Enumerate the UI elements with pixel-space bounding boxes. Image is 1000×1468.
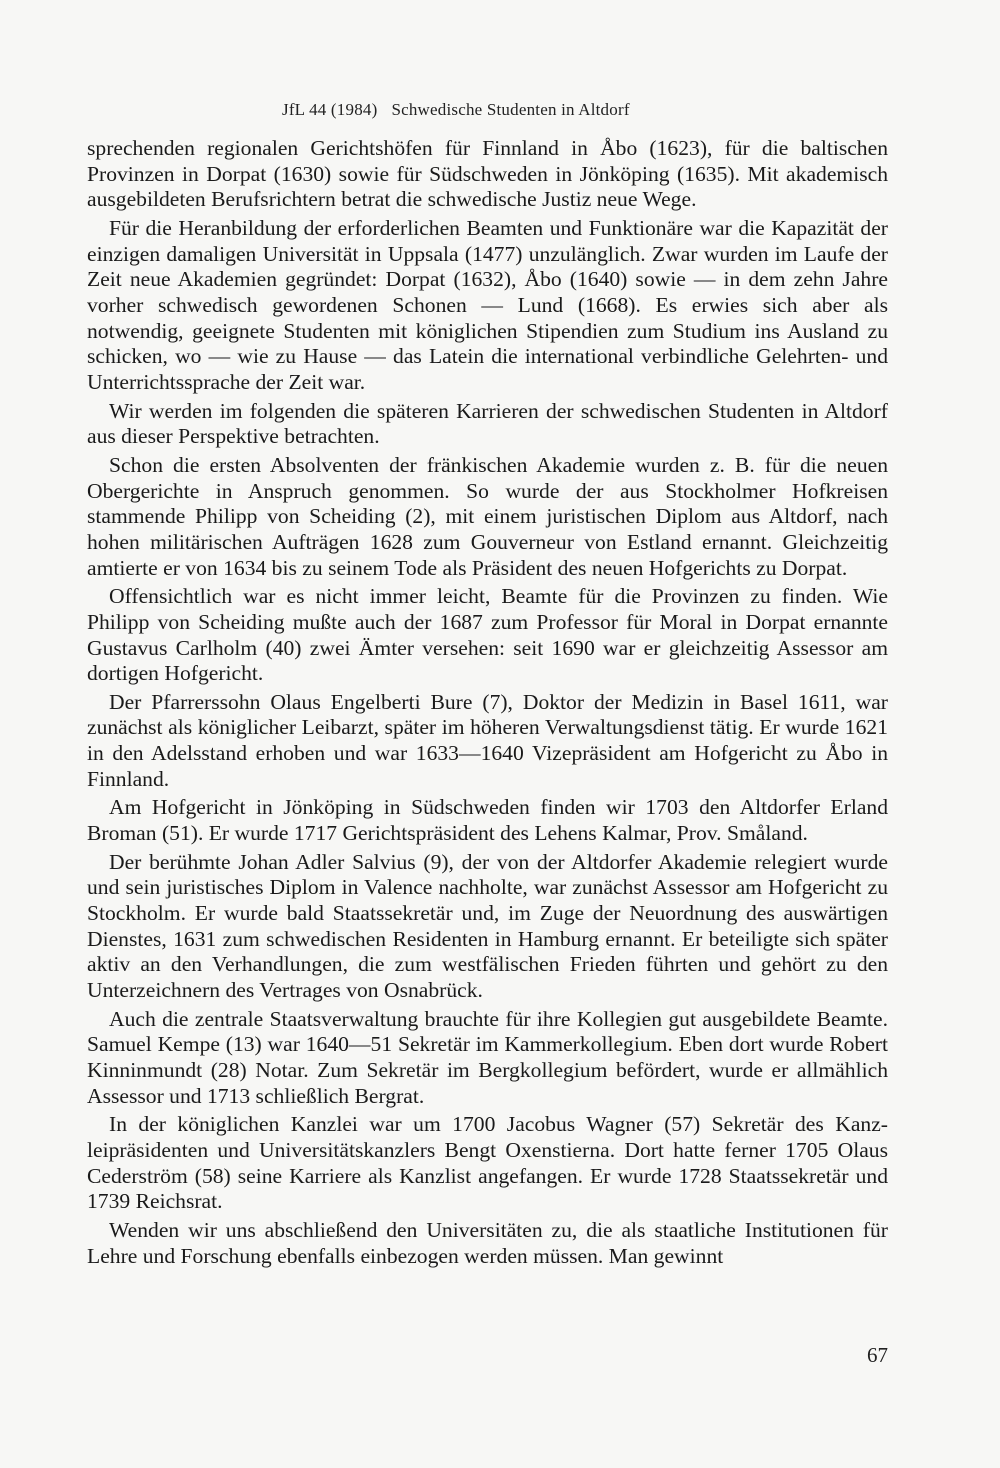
paragraph-4: Schon die ersten Absolventen der fränkischen Akademie wurden z. B. für die neuen Obergerichte in Anspruch genommen. So wurde der aus Stockholmer Hofkreisen stammende Philipp von Scheiding (2), mit einem juristischen Diplom aus Altdorf, nach hohen militärischen Aufträgen 1628 zum Gouverneur von Estland ernannt. Gleichzeitig amtierte er von 1634 bis zu seinem Tode als Präsident des neuen Hofgerichts zu Dorpat. xyxy=(87,452,888,580)
page-number: 67 xyxy=(867,1343,888,1367)
paragraph-1: sprechenden regionalen Gerichtshöfen für Finnland in Åbo (1623), für die baltischen Provinzen in Dorpat (1630) sowie für Südschweden in Jönköping (1635). Mit akademisch ausgebildeten Berufsrichtern betrat die schwedische Justiz neue Wege. xyxy=(87,136,888,212)
paragraph-6: Der Pfarrerssohn Olaus Engelberti Bure (7), Doktor der Medizin in Basel 1611, war zunächst als königlicher Leibarzt, später im höheren Verwaltungsdienst tätig. Er wurde 1621 in den Adelsstand erhoben und war 1633—1640 Vizepräsident am Hofgericht zu Åbo in Finnland. xyxy=(87,689,888,791)
article-title: Schwedische Studenten in Altdorf xyxy=(391,100,630,119)
paragraph-11: Wenden wir uns abschließend den Universitäten zu, die als staatliche Institutionen für Lehre und Forschung ebenfalls einbezogen werden müssen. Man gewinnt xyxy=(87,1217,888,1268)
paragraph-7: Am Hofgericht in Jönköping in Südschweden finden wir 1703 den Altdorfer Erland Broman (51). Er wurde 1717 Gerichtspräsident des Lehens Kalmar, Prov. Småland. xyxy=(87,795,888,846)
paragraph-2: Für die Heranbildung der erforderlichen Beamten und Funktionäre war die Kapazität der einzigen damaligen Universität in Uppsala (1477) unzulänglich. Zwar wurden im Laufe der Zeit neue Akademien gegründet: Dorpat (1632), Åbo (1640) sowie — in dem zehn Jahre vorher schwedisch gewordenen Schonen — Lund (1668). Es erwies sich aber als notwendig, geeignete Studenten mit königlichen Stipendien zum Studium ins Ausland zu schicken, wo — wie zu Hause — das Latein die international verbindliche Gelehrten- und Unterrichtssprache der Zeit war. xyxy=(87,215,888,395)
paragraph-9: Auch die zentrale Staatsverwaltung brauchte für ihre Kollegien gut ausgebildete Beamte. Samuel Kempe (13) war 1640—51 Sekretär im Kammerkollegium. Eben dort wurde Robert Kinninmundt (28) Notar. Zum Sekretär im Bergkollegium befördert, wurde er allmählich Assessor und 1713 schließlich Bergrat. xyxy=(87,1006,888,1108)
running-header xyxy=(282,100,630,120)
paragraph-10: In der königlichen Kanzlei war um 1700 Jacobus Wagner (57) Sekretär des Kanzleipräsidenten und Universitätskanzlers Bengt Oxenstierna. Dort hatte ferner 1705 Olaus Cederström (58) seine Karriere als Kanzlist angefangen. Er wurde 1728 Staatssekretär und 1739 Reichsrat. xyxy=(87,1112,888,1214)
paragraph-8: Der berühmte Johan Adler Salvius (9), der von der Altdorfer Akademie relegiert wurde und sein juristisches Diplom in Valence nachholte, war zunächst Assessor am Hofgericht zu Stockholm. Er wurde bald Staatssekretär und, im Zuge der Neuordnung des auswärtigen Dienstes, 1631 zum schwedischen Residenten in Hamburg ernannt. Er beteiligte sich später aktiv an den Verhandlungen, die zum westfälischen Frieden führten und gehört zu den Unterzeichnern des Vertrages von Osnabrück. xyxy=(87,849,888,1003)
paragraph-5: Offensichtlich war es nicht immer leicht, Beamte für die Provinzen zu finden. Wie Philipp von Scheiding mußte auch der 1687 zum Professor für Moral in Dorpat ernannte Gustavus Carlholm (40) zwei Ämter versehen: seit 1690 war er gleichzeitig Assessor am dortigen Hofgericht. xyxy=(87,584,888,686)
paragraph-3: Wir werden im folgenden die späteren Karrieren der schwedischen Studenten in Altdorf aus dieser Perspektive betrachten. xyxy=(87,398,888,449)
journal-citation: JfL 44 (1984) xyxy=(282,100,378,119)
body-text xyxy=(87,136,888,1272)
